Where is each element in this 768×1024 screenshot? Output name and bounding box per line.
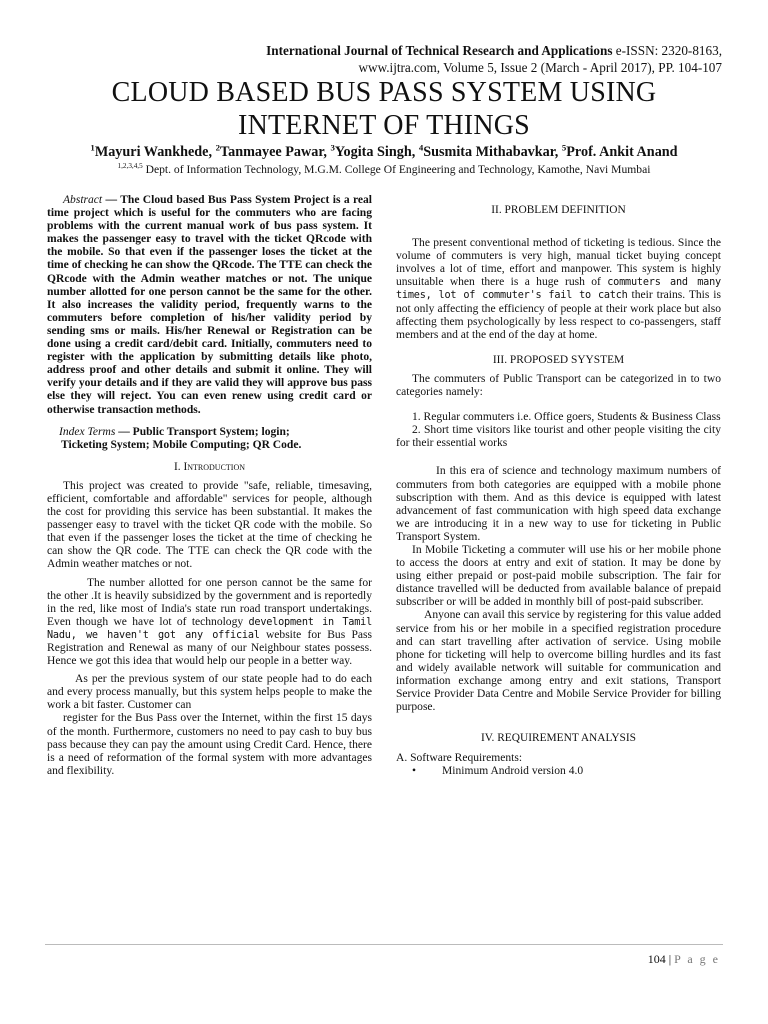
page-number-value: 104 <box>647 952 666 966</box>
section-heading-introduction <box>47 461 372 474</box>
author-5-number: 5 <box>561 142 567 153</box>
author-1-name: Mayuri Wankhede, <box>94 144 216 160</box>
proposed-item-2: 2. Short time visitors like tourist and other people visiting the city for their essential works <box>396 424 721 450</box>
paper-title-line2: INTERNET OF THINGS <box>238 110 530 141</box>
abstract-text: The Cloud based Bus Pass System Project is a real time project which is useful for the commuters who are facing problems with the current manual work of bus pass system. It makes the passenger easy to travel with the ticket QRcode with the mobile. So that even if the passenger loses the ticket at the time of checking he can show the QRcode. The TTE can check the QRcode with the Admin weather matches or not. The unique number allotted for one person cannot be the same for the other. It also increases the validity period, frequently warns to the commuters before completion of his/her validity period by sending sms or mails. His/her Renewal or Registration can be done using a credit card/debit card. Initially, commuters need to register with the application by submitting details like photo, address proof and other details and submit it online. They will verify your details and if they are valid they will approve bus pass else they will reject. You can even renew using credit card or otherwise transaction methods. <box>47 194 372 416</box>
affiliation-text: Dept. of Information Technology, M.G.M. College Of Engineering and Technology, Kamothe, Navi Mumbai <box>142 163 651 176</box>
right-column <box>396 196 721 778</box>
journal-header <box>150 42 722 76</box>
author-4-name: Susmita Mithabavkar, <box>423 144 562 160</box>
author-2-name: Tanmayee Pawar, <box>219 144 331 160</box>
paper-title <box>40 76 728 142</box>
intro-paragraph-3: As per the previous system of our state people had to do each and every process manually, but this system helps people to make the work a bit faster. Customer can <box>47 673 372 712</box>
author-1-number: 1 <box>90 142 95 153</box>
section-heading-problem-definition: II. PROBLEM DEFINITION <box>491 204 626 216</box>
author-5-name: Prof. Ankit Anand <box>566 144 678 160</box>
journal-name: International Journal of Technical Research and Applications <box>266 43 613 58</box>
author-3-name: Yogita Singh, <box>334 144 419 160</box>
journal-issn: e-ISSN: 2320-8163, <box>612 43 722 58</box>
affiliation <box>40 162 728 178</box>
page-number-separator: | <box>665 952 675 966</box>
requirement-item-1: Minimum Android version 4.0 <box>442 765 584 778</box>
paper-title-line1: CLOUD BASED BUS PASS SYSTEM USING <box>111 77 657 108</box>
left-column <box>47 194 372 778</box>
index-terms-label: Index Terms <box>59 425 116 438</box>
index-terms-line2: Ticketing System; Mobile Computing; QR Code. <box>61 438 302 451</box>
author-list <box>40 144 728 161</box>
index-terms-line1: — Public Transport System; login; <box>115 425 290 438</box>
affiliation-numbers: 1,2,3,4,5 <box>117 162 143 171</box>
abstract <box>47 194 372 417</box>
problem-paragraph <box>396 237 721 342</box>
proposed-paragraph-4: Anyone can avail this service by registering for this value added service from his or her mobile in a specified registration procedure and can start travelling after activation of service. Using mobile phone for ticketing will help to overcome billing hurdles and its fast and widely available network will suitable for communication and information exchange among entry and exit stations, Transport Service Provider Data Centre and Mobile Service Provider for billing purpose. <box>396 609 721 714</box>
page-label: P a g e <box>674 952 720 966</box>
footer-divider <box>45 944 723 945</box>
problem-paragraph-a: The present conventional method of ticketing is tedious. Since the volume of commuters is very high, manual ticket buying concept involves a lot of time, effort and manpower. This system is highly unsuitable when there is a huge rush of <box>396 237 721 289</box>
proposed-paragraph-3: In Mobile Ticketing a commuter will use his or her mobile phone to access the doors at entry and exit of station. It may be done by using either prepaid or post-paid mobile subscription. The fair for distance travelled will be deducted from available balance of prepaid subscriber or will be added in monthly bill of post-paid subscriber. <box>396 543 721 609</box>
intro-heading-text: Introduction <box>183 460 246 473</box>
bullet-symbol: • <box>412 765 417 778</box>
index-terms <box>47 426 372 439</box>
software-requirements-heading: A. Software Requirements: <box>396 752 523 765</box>
author-2-number: 2 <box>215 142 220 153</box>
problem-paragraph-b: commuters and many times, lot of commuter's fail to catch <box>396 277 721 302</box>
intro-paragraph-2c: website for Bus Pass Registration and Renewal as many of our Neighbour states possess. Hence we got this idea that would help our people in a better way. <box>47 628 372 668</box>
proposed-item-1: 1. Regular commuters i.e. Office goers, Students & Business Class <box>412 411 721 424</box>
author-3-number: 3 <box>330 142 335 153</box>
journal-header-line1 <box>150 42 722 59</box>
intro-paragraph-2a: The number allotted for one person cannot be the same for the other .It is heavily subsidized by the government and is reportedly in the red, like most of India's state run road transport undertakings. Even though we have lot of technology <box>47 576 372 628</box>
abstract-dash: — <box>102 194 121 206</box>
intro-paragraph-4: register for the Bus Pass over the Internet, within the first 15 days of the month. Furthermore, customers no need to pay cash to buy bus pass because they can pay the amount using Credit Card. Hence, there is a need of reformation of the formal system with more advantages and flexibility. <box>47 712 372 777</box>
section-heading-requirement-analysis: IV. REQUIREMENT ANALYSIS <box>480 732 637 745</box>
intro-paragraph-2b: development in Tamil Nadu, we haven't got any official <box>47 616 372 641</box>
problem-paragraph-c: their trains. This is not only affecting the efficiency of people at their work place but also affecting them psychologically by less respect to co-passengers, staff members and at the end of the day at home. <box>396 289 721 341</box>
author-4-number: 4 <box>418 142 424 153</box>
intro-paragraph-1: This project was created to provide "safe, reliable, timesaving, efficient, comfortable and affordable" services for people, although the cost for providing this service has been substantial. It makes the passenger easy to travel with the ticket QR code with the mobile. So that even if the passenger loses the ticket at the time of checking he can show the QR code. The TTE can check the QR code with the Admin weather matches or not. <box>47 479 372 571</box>
requirement-list-item <box>396 765 721 778</box>
abstract-label: Abstract <box>63 194 103 206</box>
section-heading-proposed-system: III. PROPOSED SYYSTEM <box>492 353 625 366</box>
intro-heading-number: I. <box>173 460 184 473</box>
page-number <box>560 952 720 967</box>
proposed-paragraph-2: In this era of science and technology maximum numbers of commuters from both categories are equipped with a mobile phone subscription with them. And as this device is equipped with latest advancement of fast communication with high speed data exchange we are introducing it in a new way to use for ticketing in Public Transport System. <box>396 465 721 543</box>
proposed-paragraph-1: The commuters of Public Transport can be categorized in to two categories namely: <box>396 372 721 399</box>
journal-details: www.ijtra.com, Volume 5, Issue 2 (March - April 2017), PP. 104-107 <box>358 60 722 75</box>
intro-paragraph-2 <box>47 577 372 669</box>
